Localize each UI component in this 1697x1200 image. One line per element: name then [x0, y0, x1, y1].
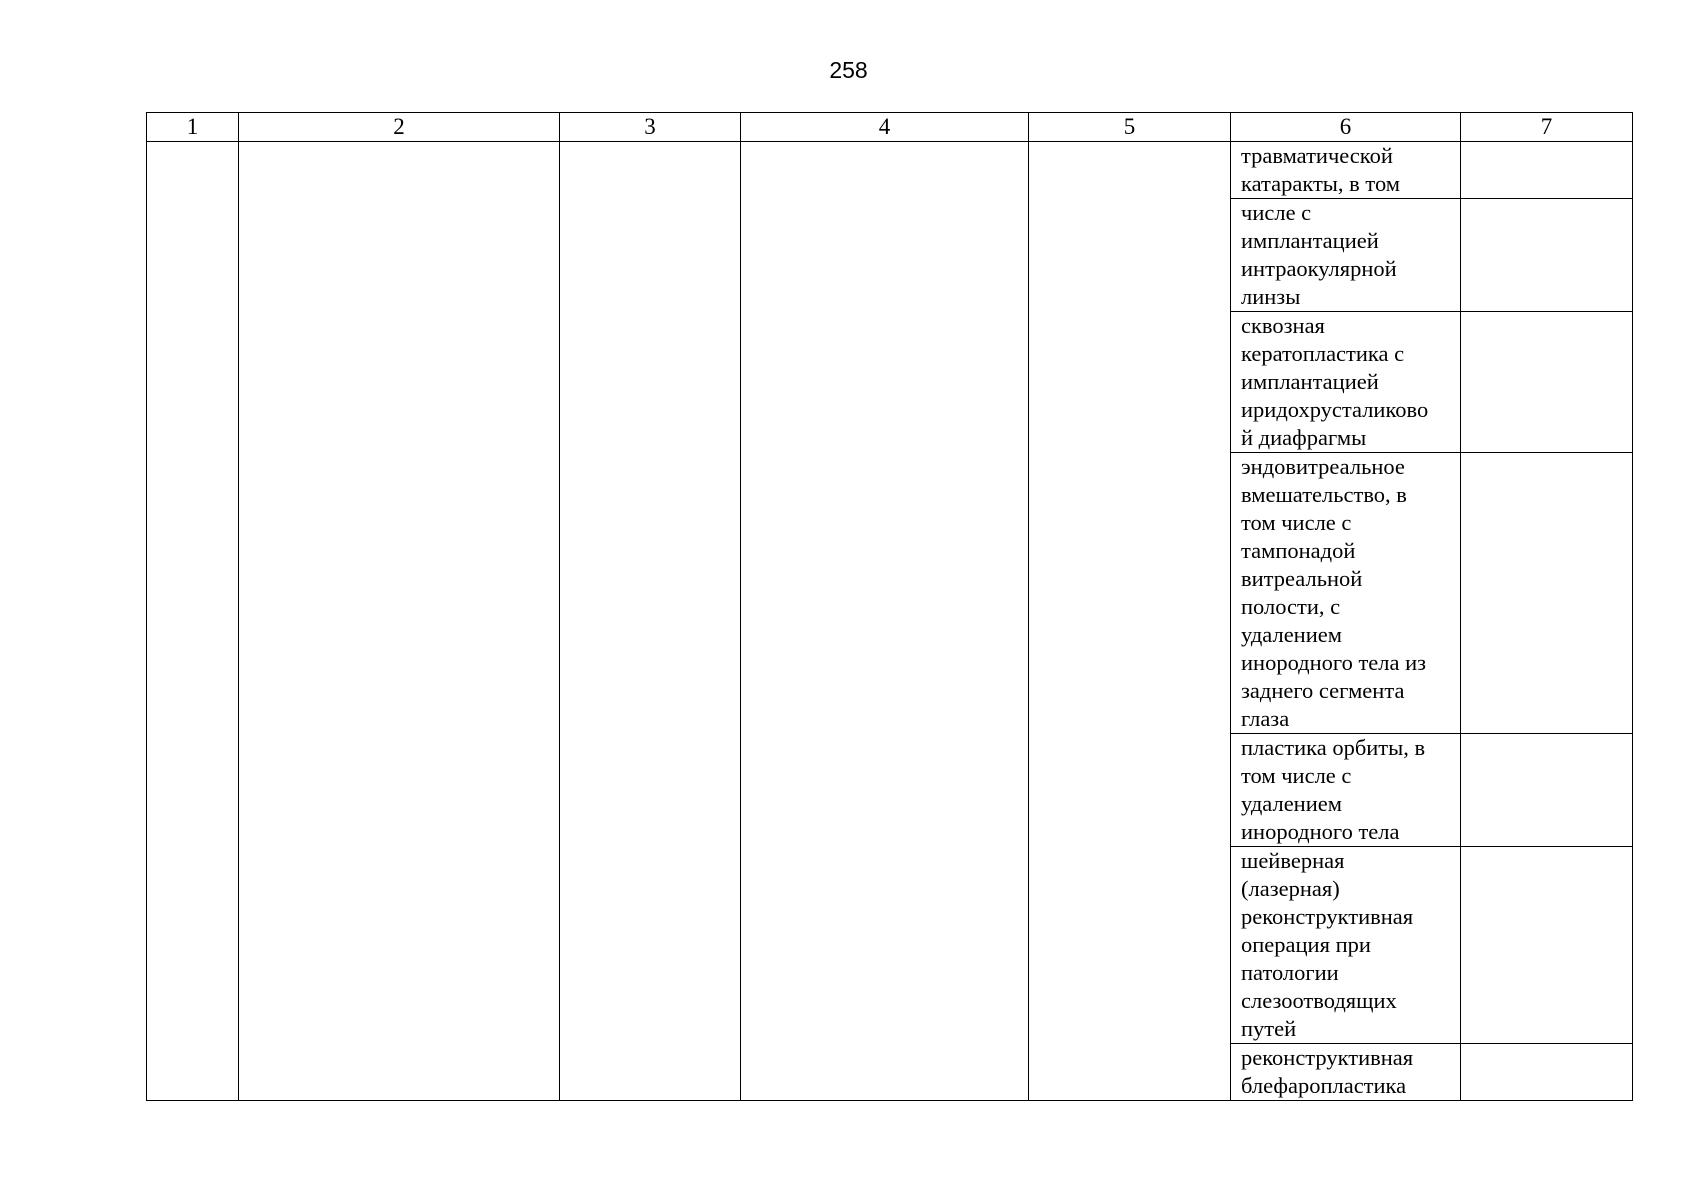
table-row	[147, 142, 1633, 199]
page-number: 258	[829, 57, 868, 83]
procedure-cell: шейверная (лазерная) реконструктивная операция при патологии слезоотводящих путей	[1231, 847, 1461, 1044]
value-cell	[1461, 1044, 1633, 1101]
value-cell	[1461, 142, 1633, 199]
column-header-4: 4	[741, 113, 1029, 142]
cell-col-2	[239, 142, 560, 1101]
value-cell	[1461, 453, 1633, 734]
value-cell	[1461, 312, 1633, 453]
column-header-6: 6	[1231, 113, 1461, 142]
cell-col-5	[1029, 142, 1231, 1101]
column-header-1: 1	[147, 113, 239, 142]
cell-col-3	[560, 142, 741, 1101]
procedure-cell: пластика орбиты, в том числе с удалением инородного тела	[1231, 734, 1461, 847]
procedure-cell: числе с имплантацией интраокулярной линзы	[1231, 199, 1461, 312]
procedures-table	[146, 112, 1633, 1101]
value-cell	[1461, 847, 1633, 1044]
procedure-cell: сквозная кератопластика с имплантацией иридохрусталиково й диафрагмы	[1231, 312, 1461, 453]
procedure-cell: реконструктивная блефаропластика	[1231, 1044, 1461, 1101]
cell-col-1	[147, 142, 239, 1101]
column-header-2: 2	[239, 113, 560, 142]
column-header-7: 7	[1461, 113, 1633, 142]
column-header-5: 5	[1029, 113, 1231, 142]
cell-col-4	[741, 142, 1029, 1101]
value-cell	[1461, 199, 1633, 312]
value-cell	[1461, 734, 1633, 847]
procedure-cell: травматической катаракты, в том	[1231, 142, 1461, 199]
column-header-3: 3	[560, 113, 741, 142]
column-number-row	[147, 113, 1633, 142]
procedure-cell: эндовитреальное вмешательство, в том числе с тампонадой витреальной полости, с удалением инородного тела из заднего сегмента глаза	[1231, 453, 1461, 734]
